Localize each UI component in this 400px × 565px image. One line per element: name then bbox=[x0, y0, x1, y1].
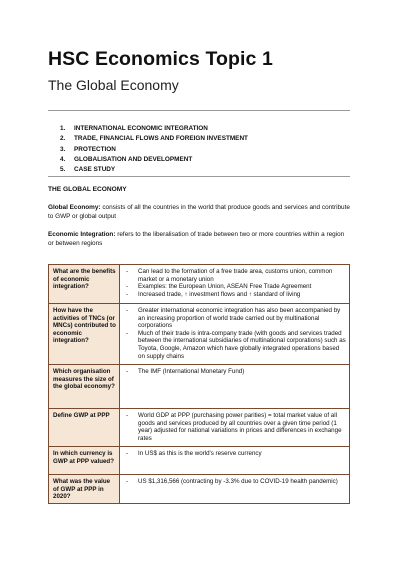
answer-bullet: - The IMF (International Monetary Fund) bbox=[124, 368, 346, 376]
definition-term: Economic Integration: bbox=[48, 231, 116, 238]
question-cell: How have the activities of TNCs (or MNCs) contributed to economic integration? bbox=[49, 304, 120, 365]
divider-bottom bbox=[48, 176, 350, 177]
qa-table bbox=[48, 264, 350, 504]
answer-bullet: - In US$ as this is the world's reserve currency bbox=[124, 450, 346, 458]
question-cell: Which organisation measures the size of the global economy? bbox=[49, 365, 120, 409]
table-row bbox=[49, 475, 350, 504]
table-row bbox=[49, 409, 350, 447]
answer-cell bbox=[120, 304, 350, 365]
answer-bullet: - Can lead to the formation of a free trade area, customs union, common market or a monetary union bbox=[124, 268, 346, 283]
toc-item: 3. PROTECTION bbox=[60, 145, 116, 153]
answer-bullet: - Much of their trade is intra-company trade (with goods and services traded between the international subsidiaries of multinational corporations) such as Toyota, Google, Amazon which have globally integrated operations based on supply chains bbox=[124, 330, 346, 360]
section-heading: THE GLOBAL ECONOMY bbox=[48, 186, 127, 193]
table-of-contents bbox=[60, 124, 248, 175]
page-subtitle: The Global Economy bbox=[48, 77, 179, 93]
answer-bullet: - Increased trade, ↑ investment flows and ↑ standard of living bbox=[124, 291, 346, 299]
question-cell: What was the value of GWP at PPP in 2020? bbox=[49, 475, 120, 504]
question-cell: Define GWP at PPP bbox=[49, 409, 120, 447]
divider-top bbox=[48, 110, 350, 111]
toc-item: 4. GLOBALISATION AND DEVELOPMENT bbox=[60, 155, 193, 163]
question-cell: In which currency is GWP at PPP valued? bbox=[49, 447, 120, 475]
answer-bullet: - World GDP at PPP (purchasing power parities) = total market value of all goods and services produced by all countries over a given time period (1 year) adjusted for national variations in prices and differences in exchange rates bbox=[124, 412, 346, 442]
table-row bbox=[49, 447, 350, 475]
answer-cell bbox=[120, 475, 350, 504]
answer-bullet: - Greater international economic integration has also been accompanied by an increasing proportion of world trade carried out by multinational corporations bbox=[124, 307, 346, 330]
definition-global-economy bbox=[48, 204, 350, 221]
answer-cell bbox=[120, 265, 350, 304]
table-row bbox=[49, 304, 350, 365]
table-row bbox=[49, 265, 350, 304]
toc-item: 2. TRADE, FINANCIAL FLOWS AND FOREIGN INVESTMENT bbox=[60, 135, 248, 143]
answer-bullet: - Examples: the European Union, ASEAN Free Trade Agreement bbox=[124, 283, 346, 291]
toc-item: 1. INTERNATIONAL ECONOMIC INTEGRATION bbox=[60, 125, 208, 132]
definition-economic-integration bbox=[48, 231, 350, 248]
answer-cell bbox=[120, 447, 350, 475]
definition-text: refers to the liberalisation of trade between two or more countries within a region or between regions bbox=[48, 231, 345, 247]
table-row bbox=[49, 365, 350, 409]
page-title: HSC Economics Topic 1 bbox=[48, 48, 273, 70]
answer-cell bbox=[120, 409, 350, 447]
question-cell: What are the benefits of economic integration? bbox=[49, 265, 120, 304]
toc-item: 5. CASE STUDY bbox=[60, 166, 116, 174]
answer-bullet: - US $1,316,566 (contracting by -3.3% due to COVID-19 health pandemic) bbox=[124, 478, 346, 486]
definition-term: Global Economy: bbox=[48, 204, 101, 211]
answer-cell bbox=[120, 365, 350, 409]
definition-text: consists of all the countries in the world that produce goods and services and contribute to GWP or global output bbox=[48, 204, 350, 220]
